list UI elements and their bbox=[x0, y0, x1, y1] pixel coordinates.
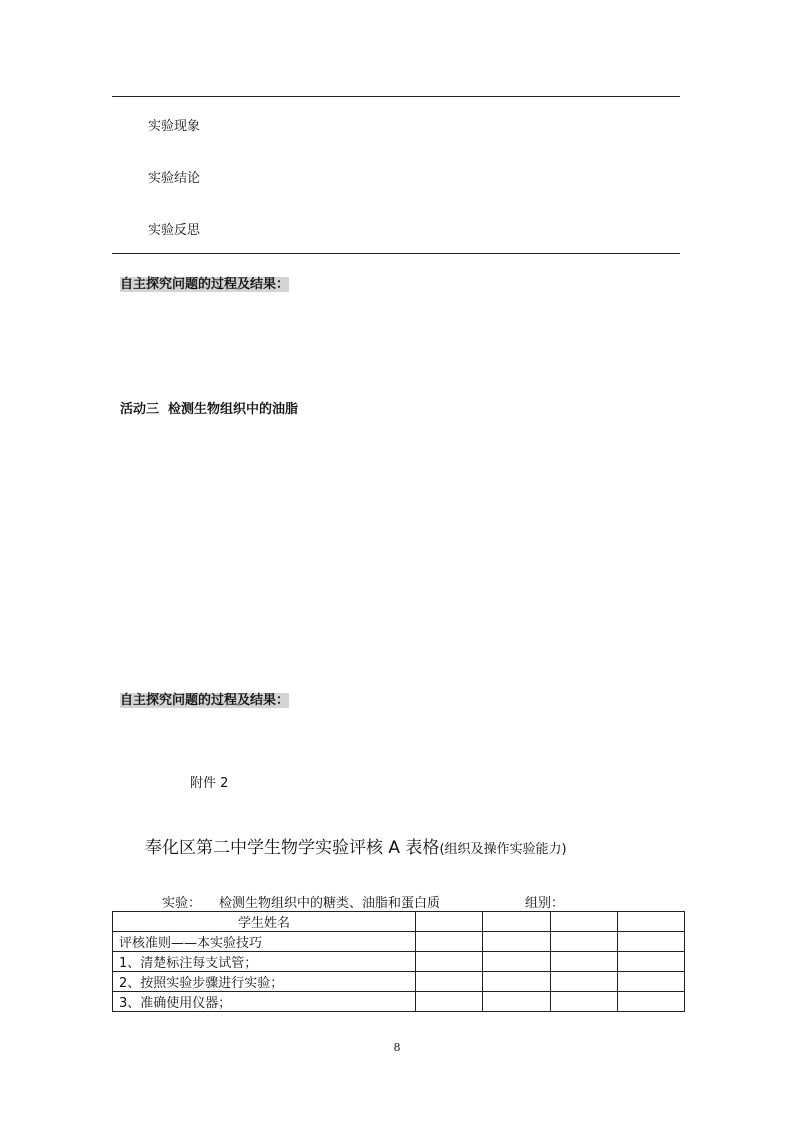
criteria-cell: 评核准则——本实验技巧 bbox=[113, 932, 416, 952]
form-title-sub: (组织及操作实验能力) bbox=[439, 842, 567, 857]
criteria-cell: 2、按照实验步骤进行实验； bbox=[113, 972, 416, 992]
evaluation-table bbox=[112, 911, 685, 1012]
criteria-cell: 3、准确使用仪器； bbox=[113, 992, 416, 1012]
table-top-rule bbox=[112, 96, 680, 97]
experiment-line bbox=[162, 892, 564, 912]
table-row bbox=[113, 972, 685, 992]
student-cell bbox=[550, 952, 617, 972]
activity-3-title: 活动三 检测生物组织中的油脂 bbox=[120, 402, 299, 417]
table-row bbox=[113, 992, 685, 1012]
section-heading-1-text: 自主探究问题的过程及结果： bbox=[120, 277, 290, 292]
student-cell bbox=[483, 912, 550, 932]
student-cell bbox=[617, 992, 684, 1012]
student-cell bbox=[483, 972, 550, 992]
student-cell bbox=[617, 912, 684, 932]
student-cell bbox=[550, 992, 617, 1012]
student-cell bbox=[550, 932, 617, 952]
obs-row-conclusion: 实验结论 bbox=[148, 171, 201, 186]
student-cell bbox=[416, 932, 483, 952]
student-cell bbox=[483, 952, 550, 972]
student-cell bbox=[617, 972, 684, 992]
table-row bbox=[113, 912, 685, 932]
student-cell bbox=[550, 972, 617, 992]
student-cell bbox=[483, 932, 550, 952]
student-cell bbox=[617, 932, 684, 952]
table-row bbox=[113, 932, 685, 952]
form-title-main: 奉化区第二中学生物学实验评核 A 表格 bbox=[145, 838, 440, 858]
section-heading-1 bbox=[120, 273, 289, 292]
table-row bbox=[113, 952, 685, 972]
form-title bbox=[145, 833, 567, 858]
page-number: 8 bbox=[393, 1041, 401, 1054]
criteria-cell: 1、清楚标注每支试管； bbox=[113, 952, 416, 972]
obs-row-reflection: 实验反思 bbox=[148, 223, 201, 238]
section-heading-2-text: 自主探究问题的过程及结果： bbox=[120, 693, 290, 708]
attachment-label: 附件 2 bbox=[190, 776, 229, 791]
obs-row-phenomenon: 实验现象 bbox=[148, 119, 201, 134]
section-heading-2 bbox=[120, 689, 289, 708]
student-cell bbox=[416, 952, 483, 972]
group-label: 组别： bbox=[525, 896, 565, 911]
student-cell bbox=[617, 952, 684, 972]
experiment-label: 实验： bbox=[162, 896, 202, 911]
header-cell: 学生姓名 bbox=[113, 912, 416, 932]
student-cell bbox=[416, 992, 483, 1012]
student-cell bbox=[550, 912, 617, 932]
student-cell bbox=[483, 992, 550, 1012]
student-cell bbox=[416, 972, 483, 992]
experiment-value: 检测生物组织中的糖类、油脂和蛋白质 bbox=[205, 892, 491, 912]
student-cell bbox=[416, 912, 483, 932]
table-bottom-rule bbox=[112, 253, 680, 254]
